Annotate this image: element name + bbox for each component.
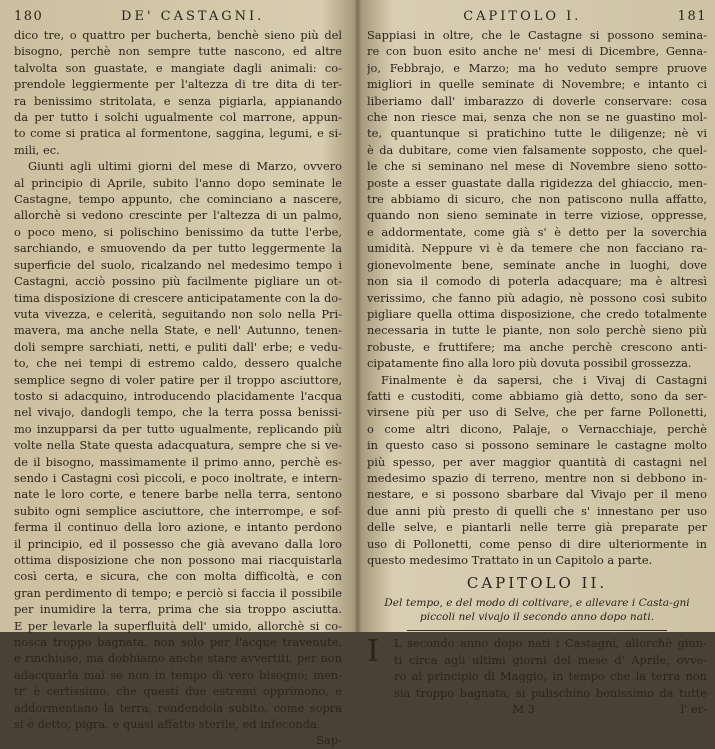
- text-line: to come si pratica al formentone, saggina, legumi, e si-: [14, 126, 342, 141]
- text-line: due anni più presto di quelli che s' innestano per uso: [367, 503, 707, 518]
- text-line: o poco meno, si polischino benissimo da tutte l'erbe,: [14, 224, 342, 239]
- text-line: o come altri dicono, Palaje, o Vernacchiaje, perchè: [367, 421, 707, 436]
- text-line: Finalmente è da sapersi, che i Vivaj di Castagni: [381, 372, 707, 387]
- text-line: L secondo anno dopo nati i Castagni, allorchè giun-: [394, 636, 707, 651]
- chapter-title: CAPITOLO II.: [466, 574, 608, 593]
- text-line: Sappiasi in oltre, che le Castagne si possono semina-: [367, 28, 707, 42]
- text-line: è da dubitare, come vien falsamente sopposto, che quel-: [367, 142, 707, 157]
- text-line: e addormentate, come già s' è detto per la soverchia: [367, 224, 707, 239]
- text-line: più spesso, per aver maggior quantità di castagni nel: [367, 454, 707, 469]
- text-line: gran perdimento di tempo; e perciò si faccia il possibile: [14, 585, 342, 600]
- text-line: tr' è certissimo, che questi due estremi opprimono, e: [14, 684, 342, 699]
- text-line: robuste, e fruttifere; ma anche perchè crescono anti-: [367, 339, 707, 354]
- right-running-title: CAPITOLO I.: [463, 9, 582, 24]
- left-running-head: [14, 9, 342, 27]
- text-line: re con buon esito anche ne' mesi di Dicembre, Genna-: [367, 44, 707, 59]
- text-line: questo medesimo Trattato in un Capitolo a parte.: [367, 553, 653, 567]
- text-line: E per levarle la superfluità dell' umido, allorchè si co-: [14, 618, 342, 633]
- text-line: mili, ec.: [14, 142, 60, 157]
- left-page-number: 180: [14, 9, 44, 24]
- text-line: che non riesce mai, senza che non se ne guastino mol-: [367, 110, 707, 125]
- text-line: vuta vivezza, e celerità, seguitando non solo nella Pri-: [14, 306, 342, 321]
- chapter-text-block: [394, 635, 707, 701]
- text-line: migliori in quelle seminate di Novembre; e intanto ci: [367, 77, 707, 92]
- text-line: Castagni, acciò possino più facilmente pigliare un ot-: [14, 274, 342, 289]
- text-line: nate le loro corte, e tenere barbe nella terra, sentono: [14, 487, 342, 502]
- text-line: tre abbiamo di sicuro, che non patiscono nulla affatto,: [367, 192, 707, 207]
- text-line: sendo i Castagni così piccoli, e poco inoltrate, e intern-: [14, 470, 342, 485]
- text-line: doli sempre sarchiati, netti, e puliti dall' erbe; e vedu-: [14, 339, 342, 354]
- drop-cap: I: [367, 634, 379, 670]
- text-line: per inumidire la terra, prima che sia troppo asciutta.: [14, 602, 342, 617]
- text-line: liberiamo dall' imbarazzo di doverle conservare: cosa: [367, 93, 707, 108]
- text-line: quando non sieno seminate in terre viziose, oppresse,: [367, 208, 707, 223]
- text-line: sarchiando, e smuovendo da per tutto leggermente la: [14, 241, 342, 256]
- text-line: ro al principio di Maggio, in tempo che la terra non: [394, 669, 707, 684]
- text-line: to, che nei tempi di estremo caldo, dessero qualche: [14, 356, 342, 371]
- text-line: uso di Pollonetti, come penso di dire ulteriormente in: [367, 536, 707, 551]
- text-line: talvolta son guastate, e mangiate dagli animali: co-: [14, 60, 342, 75]
- text-line: poste a esser guastate dalla rigidezza del ghiaccio, men-: [367, 175, 707, 190]
- left-text-block: [14, 27, 342, 732]
- text-line: tosto si adacquino, introducendo placidamente l'acqua: [14, 388, 342, 403]
- text-line: delle selve, e piantarli nelle terre già preparate per: [367, 520, 707, 535]
- right-footer: [367, 701, 707, 717]
- text-line: le che si seminano nel mese di Novembre sieno sotto-: [367, 159, 707, 174]
- text-line: umidità. Neppure vi è da temere che non facciano ra-: [367, 241, 707, 256]
- divider-rule: [407, 630, 667, 631]
- text-line: volte nella State questa adacquatura, sempre che si ve-: [14, 438, 342, 453]
- text-line: jo, Febbrajo, e Marzo; ma ho veduto sempre pruove: [367, 60, 707, 75]
- text-line: addormentano la terra, rendendola subito, come sopra: [14, 700, 342, 715]
- chapter-opening: [367, 635, 707, 701]
- text-line: te, quantunque si pratichino tutte le diligenze; nè vi: [367, 126, 707, 141]
- text-line: semplice segno di voler patire per il troppo asciuttore,: [14, 372, 342, 387]
- right-text-block: [367, 27, 707, 568]
- text-line: da per tutto i solchi ugualmente col marrone, appun-: [14, 110, 342, 125]
- text-line: bisogno, perchè non sempre tutte nascono, ed altre: [14, 44, 342, 59]
- text-line: prendole leggiermente per l'altezza di tre dita di ter-: [14, 77, 342, 92]
- left-catchword: Sap-: [316, 733, 342, 748]
- text-line: in questo caso si possono seminare le castagne molto: [367, 438, 707, 453]
- text-line: fatti e custoditi, come abbiamo già detto, sono da ser-: [367, 388, 707, 403]
- text-line: verissimo, che fanno più adagio, nè possono così subito: [367, 290, 707, 305]
- text-line: ferma il continuo della loro azione, e intanto perdono: [14, 520, 342, 535]
- text-line: dico tre, o quattro per bucherta, benchè sieno più del: [14, 28, 342, 42]
- text-line: Giunti agli ultimi giorni del mese di Marzo, ovvero: [28, 159, 342, 174]
- text-line: il principio, ed il possesso che già avevano dalla loro: [14, 536, 342, 551]
- text-line: allorchè si vedono crescinte per l'altezza di un palmo,: [14, 208, 342, 223]
- text-line: tima disposizione di crescere anticipatamente con la do-: [14, 290, 342, 305]
- right-catchword: l' er-: [680, 702, 707, 717]
- text-line: sia troppo bagnata, si pulischino benissimo da tutte: [394, 685, 707, 700]
- right-running-head: [367, 9, 707, 27]
- text-line: ti circa agli ultimi giorni del mese d' Aprile, ovve-: [394, 652, 707, 667]
- text-line: virsene più per uso di Selve, che per farne Pollonetti,: [367, 405, 707, 420]
- text-line: gionevolmente bene, seminate anche in luoghi, dove: [367, 257, 707, 272]
- right-page: [357, 0, 715, 717]
- text-line: de il bisogno, massimamente il primo anno, perchè es-: [14, 454, 342, 469]
- text-line: subito ogni semplice asciuttore, che interrompe, e sof-: [14, 503, 342, 518]
- text-line: superficie del suolo, ricalzando nel medesimo tempo i: [14, 257, 342, 272]
- right-page-number: 181: [677, 9, 707, 24]
- signature-mark: M 3: [512, 702, 536, 717]
- text-line: nel vivajo, dandogli tempo, che la terra possa benissi-: [14, 405, 342, 420]
- text-line: e rinchiuse, ma dobbiamo anche stare avvertiti, per non: [14, 651, 342, 666]
- text-line: al principio di Aprile, subito l'anno dopo seminate le: [14, 175, 342, 190]
- text-line: Castagne, tempo appunto, che cominciano a nascere,: [14, 192, 342, 207]
- text-line: nestare, e si possono sbarbare dal Vivajo per il meno: [367, 487, 707, 502]
- text-line: cipatamente fino alla loro più dovuta possibil grossezza.: [367, 356, 692, 371]
- text-line: pigliare quella ottima disposizione, che credo totalmente: [367, 306, 707, 321]
- text-line: mo inzupparsi da per tutto ugualmente, replicando più: [14, 421, 342, 436]
- chapter-subtitle: Del tempo, e del modo di coltivare, e allevare i Casta-gni piccoli nel vivajo il secondo anno dopo nati.: [384, 597, 690, 624]
- text-line: adacquarla mai se non in tempo di vero bisogno; men-: [14, 667, 342, 682]
- text-line: non sia il comodo di poterla adacquare; ma è altresì: [367, 274, 707, 289]
- left-running-title: DE' CASTAGNI.: [121, 9, 265, 24]
- text-line: nosca troppo bagnata, non solo per l'acque travenute,: [14, 635, 342, 650]
- text-line: ra benissimo stritolata, e senza pigiarla, appianando: [14, 93, 342, 108]
- left-page: [0, 0, 352, 748]
- text-line: medesimo spazio di terreno, mentre non si debbono in-: [367, 470, 707, 485]
- text-line: si è detto, pigra, e quasi affatto sterile, ed infeconda.: [14, 717, 321, 732]
- text-line: necessaria in tutte le piante, non solo perchè sieno più: [367, 323, 707, 338]
- text-line: mavera, ma anche nella State, e nell' Autunno, tenen-: [14, 323, 342, 338]
- text-line: così certa, e sicura, che con molta difficoltà, e con: [14, 569, 342, 584]
- text-line: ottima disposizione che non possono mai riacquistarla: [14, 553, 342, 567]
